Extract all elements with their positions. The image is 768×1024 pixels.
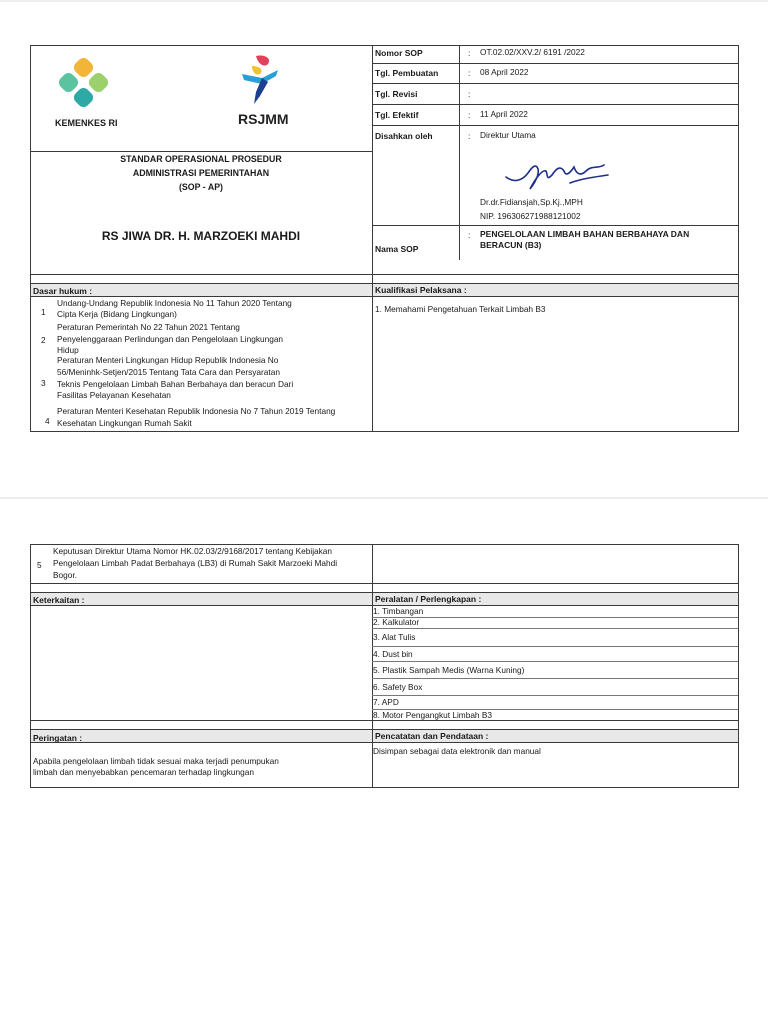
dasar-hukum-item-3-line-4: Fasilitas Pelayanan Kesehatan: [57, 390, 171, 400]
tgl-pembuatan-label: Tgl. Pembuatan: [375, 68, 439, 78]
tgl-efektif-label: Tgl. Efektif: [375, 110, 419, 120]
kualifikasi-title: Kualifikasi Pelaksana :: [375, 285, 467, 295]
signer-name: Dr.dr.Fidiansjah,Sp.Kj.,MPH: [480, 197, 583, 207]
peringatan-title: Peringatan :: [33, 733, 83, 743]
tgl-pembuatan-value: 08 April 2022: [480, 67, 529, 77]
hospital-name: RS JIWA DR. H. MARZOEKI MAHDI: [101, 229, 301, 243]
signer-nip: NIP. 196306271988121002: [480, 211, 581, 221]
dasar-hukum-num-2: 2: [41, 335, 46, 345]
nomor-sop-value: OT.02.02/XXV.2/ 6191 /2022: [480, 47, 585, 57]
nama-sop-label: Nama SOP: [375, 244, 419, 254]
dasar-hukum-item-1-line-2: Cipta Kerja (Bidang Lingkungan): [57, 309, 177, 319]
page-edge-top: [0, 0, 768, 2]
dasar-hukum-num-4: 4: [45, 416, 50, 426]
dasar-hukum-item-2-line-2: Penyelenggaraan Perlindungan dan Pengelolaan Lingkungan: [57, 334, 284, 344]
hospital-logo-label: RSJMM: [238, 111, 289, 127]
nama-sop-value-line-1: PENGELOLAAN LIMBAH BAHAN BERBAHAYA DAN: [480, 229, 690, 239]
dasar-hukum-item-3-line-1: Peraturan Menteri Lingkungan Hidup Republik Indonesia No: [57, 355, 279, 365]
signature-image: [500, 153, 615, 195]
peralatan-item-8: 8. Motor Pengangkut Limbah B3: [373, 710, 492, 720]
peralatan-item-7: 7. APD: [373, 697, 399, 707]
colon: :: [468, 110, 471, 120]
peringatan-line-2: limbah dan menyebabkan pencemaran terhadap lingkungan: [33, 767, 254, 777]
kualifikasi-item-1: 1. Memahami Pengetahuan Terkait Limbah B3: [375, 304, 546, 314]
kemenkes-logo: [52, 57, 116, 113]
disahkan-oleh-label: Disahkan oleh: [375, 131, 433, 141]
dasar-hukum-item-5-line-1: Keputusan Direktur Utama Nomor HK.02.03/2/9168/2017 tentang Kebijakan: [53, 546, 333, 556]
nomor-sop-label: Nomor SOP: [375, 48, 423, 58]
dasar-hukum-item-2-line-1: Peraturan Pemerintah No 22 Tahun 2021 Tentang: [57, 322, 240, 332]
pencatatan-title: Pencatatan dan Pendataan :: [375, 731, 489, 741]
nama-sop-value-line-2: BERACUN (B3): [480, 240, 542, 250]
rsjmm-logo: [238, 52, 282, 108]
sop-title-line-2: ADMINISTRASI PEMERINTAHAN: [132, 168, 270, 178]
peralatan-item-6: 6. Safety Box: [373, 682, 423, 692]
dasar-hukum-num-3: 3: [41, 378, 46, 388]
ministry-label: KEMENKES RI: [55, 118, 118, 128]
sop-title: [30, 151, 372, 194]
colon: :: [468, 68, 471, 78]
nama-sop-value: [480, 229, 689, 251]
tgl-efektif-value: 11 April 2022: [480, 109, 528, 119]
colon: :: [468, 89, 471, 99]
pencatatan-text: Disimpan sebagai data elektronik dan manual: [373, 746, 541, 756]
dasar-hukum-item-1-line-1: Undang-Undang Republik Indonesia No 11 Tahun 2020 Tentang: [57, 298, 292, 308]
peralatan-title: Peralatan / Perlengkapan :: [375, 594, 482, 604]
dasar-hukum-title: Dasar hukum :: [33, 286, 93, 296]
peringatan-line-1: Apabila pengelolaan limbah tidak sesuai maka terjadi penumpukan: [33, 756, 279, 766]
colon: :: [468, 131, 471, 141]
tgl-revisi-label: Tgl. Revisi: [375, 89, 418, 99]
dasar-hukum-item-3-line-3: Teknis Pengelolaan Limbah Bahan Berbahaya dan beracun Dari: [57, 379, 294, 389]
peralatan-item-1: 1. Timbangan: [373, 606, 424, 616]
disahkan-oleh-value: Direktur Utama: [480, 130, 536, 140]
dasar-hukum-item-3-line-2: 56/Meninhk-Setjen/2015 Tentang Tata Cara dan Persyaratan: [57, 367, 280, 377]
dasar-hukum-item-2-line-3: Hidup: [57, 345, 79, 355]
peralatan-item-4: 4. Dust bin: [373, 649, 413, 659]
colon: :: [468, 48, 471, 58]
peralatan-item-3: 3. Alat Tulis: [373, 632, 416, 642]
dasar-hukum-item-4-line-1: Peraturan Menteri Kesehatan Republik Indonesia No 7 Tahun 2019 Tentang: [57, 406, 336, 416]
dasar-hukum-item-5-line-2: Pengelolaan Limbah Padat Berbahaya (LB3) di Rumah Sakit Marzoeki Mahdi: [53, 558, 338, 568]
dasar-hukum-num-1: 1: [41, 307, 46, 317]
sop-title-line-3: (SOP - AP): [179, 182, 223, 192]
dasar-hukum-item-5-line-3: Bogor.: [53, 570, 77, 580]
peralatan-item-2: 2. Kalkulator: [373, 617, 420, 627]
peralatan-item-5: 5. Plastik Sampah Medis (Warna Kuning): [373, 665, 525, 675]
keterkaitan-title: Keterkaitan :: [33, 595, 85, 605]
dasar-hukum-item-4-line-2: Kesehatan Lingkungan Rumah Sakit: [57, 418, 192, 428]
sop-title-line-1: STANDAR OPERASIONAL PROSEDUR: [120, 154, 282, 164]
dasar-hukum-num-5: 5: [37, 560, 42, 570]
page-separator: [0, 497, 768, 499]
colon: :: [468, 230, 471, 240]
